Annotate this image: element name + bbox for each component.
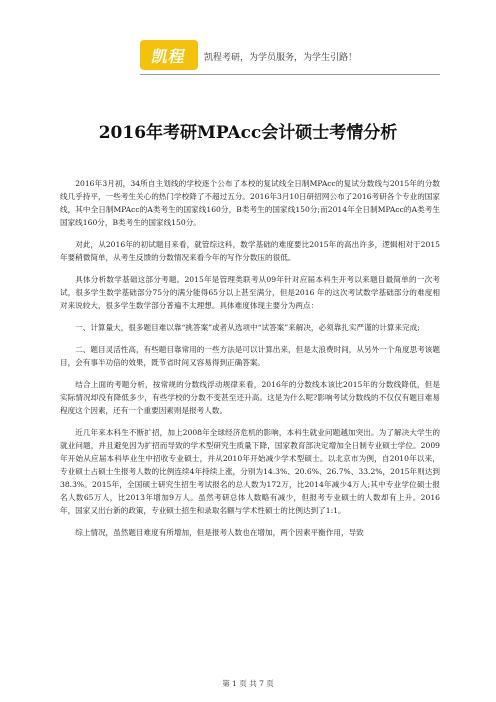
header-divider	[140, 74, 440, 75]
document-title: 2016年考研MPAcc会计硕士考情分析	[98, 123, 398, 143]
paragraph-6: 结合上面的考题分析，按常规的分数线浮动规律来看，2016年的分数线本该比2015年的分数线降低，但是实际情况却没有降低多少，有些学校的分数不变甚至还升高。这是为什么呢?影响考试分数线的不仅仅有题目难易程度这个因素，还有一个重要因素则是报考人数。	[60, 380, 440, 415]
header-tagline: 凯程考研，为学员服务，为学生引路！	[204, 53, 358, 63]
paragraph-5: 二、题目灵活性高，有些题目靠常用的一些方法是可以计算出来，但是太浪费时间，从另外一个角度思考该题目，会有事半功倍的效果，既节省时间又容易得到正确答案。	[60, 345, 440, 367]
page-number: 第 1 页 共 7 页	[222, 679, 274, 688]
page-header	[140, 40, 440, 70]
paragraph-7: 近几年来本科生不断扩招，加上2008年全球经济危机的影响，本科生就业问题越加突出。为了解决大学生的就业问题，并且避免因为扩招而导致的学术型研究生质量下降，国家教育部决定增加全日制专业硕士学位。2009 年开始从应届本科毕业生中招收专业硕士，并从2010年开始减少学术型硕士。以北京市为例，自2010年以来，专业硕士占硕士生报考人数的比例连续4年持续上涨，分别为14.3%、20.6%、26.7%、33.2%，2015年则达到38.3%。2015年，全国硕士研究生招生考试报名的总人数为172万，比2014年减少4万人;其中专业学位硕士报名人数65万人，比2013年增加9万人。虽然考研总体人数略有减少，但报考专业硕士的人数却有上升。2016 年，国家又出台新的政策，专业硕士招生和录取名额与学术性硕士的比例达到了1:1。	[60, 428, 440, 515]
logo-text: 凯程	[149, 46, 188, 66]
paragraph-3: 具体分析数学基础这部分考题。2015年是管理类联考从09年针对应届本科生开考以来题目最简单的一次考试，很多学生数学基础部分75分的满分能得65分以上甚至满分，但是2016 年的这次考试数学基础部分的难度相对来说较大，很多学生数学部分普遍不太理想。具体难度体现主要分为两点：	[60, 275, 440, 310]
kaicheng-logo	[140, 40, 198, 70]
document-body	[60, 177, 440, 548]
paragraph-8: 综上情况，虽然题目难度有所增加，但是报考人数也在增加，两个因素平衡作用，导致	[75, 528, 364, 537]
paragraph-4: 一、计算量大，很多题目难以靠“挑答案”或者从选项中“试答案”来解决，必须靠扎实严谨的计算来完成;	[75, 323, 420, 332]
paragraph-1: 2016年3月初，34所自主划线的学校逐个公布了本校的复试线全日制MPAcc的复试分数线与2015年的分数线几乎持平，一些考生关心的热门学校降了不超过五分。2016年3月10日研招网公布了2016考研各个专业的国家线，其中全日制MPAcc的A类考生的国家线160分，B类考生的国家线150分;而2014年全日制MPAcc的A类考生国家线160分，B类考生的国家线150分。	[60, 179, 440, 227]
paragraph-2: 对此，从2016年的初试题目来看，就管综这科，数学基础的难度要比2015年的高出许多，逻辑相对于2015年要稍微简单，从考生反馈的分数情况来看今年的写作分数压的很低。	[60, 240, 440, 262]
